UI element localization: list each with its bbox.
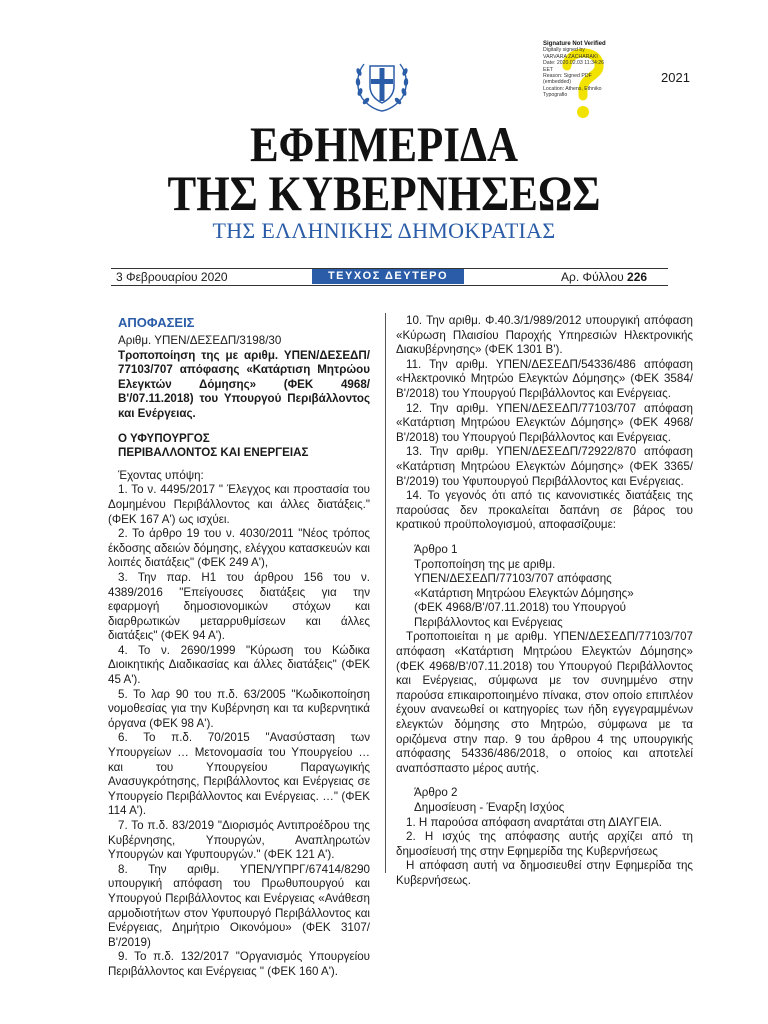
list-item: 8. Την αριθμ. ΥΠΕΝ/ΥΠΡΓ/67414/8290 υπουργική απόφαση του Πρωθυπουργού και Υπουργού Περιβάλλοντος και Ενέργειας «Ανάθεση αρμοδιοτήτων στον Υφυπουργό Περιβάλλοντος και Ενέργειας, Δημήτριο Οικονόμου» (ΦΕΚ 3107/Β'/2019) [108, 862, 370, 949]
list-item: 3. Την παρ. Η1 του άρθρου 156 του ν. 4389/2016 "Επείγουσες διατάξεις για την εφαρμογή δημοσιονομικών στόχων και διαρθρωτικών μεταρρυθμίσεων και άλλες διατάξεις" (ΦΕΚ 94 Α'). [108, 570, 370, 643]
minister-title [118, 432, 370, 461]
list-item: 6. Το π.δ. 70/2015 "Ανασύσταση των Υπουργείων … Μετονομασία του Υπουργείου … και του Υπουργείου Παραγωγικής Ανασυγκρότησης, Περιβάλλοντος και Ενέργειας σε Υπουργείο Περιβάλλοντος και Ενέργειας. …" (ΦΕΚ 114 Α'). [108, 731, 370, 818]
gazette-title-line1: ΕΦΗΜΕΡΙΔΑ [249, 116, 519, 172]
issue-date: 3 Φεβρουαρίου 2020 [116, 270, 228, 284]
article-1-body: Τροποποιείται η με αριθμ. ΥΠΕΝ/ΔΕΣΕΔΠ/77103/707 απόφαση «Κατάρτιση Μητρώου Ελεγκτών Δόμησης» (ΦΕΚ 4968/Β'/07.11.2018) του Υπουργού Περιβάλλοντος και Ενέργειας, σύμφωνα με τον συνημμένο στην παρούσα επικαιροποιημένο πίνακα, στον οποίο επιπλέον έχουν ανανεωθεί οι κατηγορίες των ήδη εγγεγραμμένων ελεγκτών δόμησης στο Μητρώο, σύμφωνα με τα οριζόμενα στην παρ. 9 του άρθρου 4 της υπουργικής απόφασης 54336/486/2018, ο οποίος και αποτελεί αναπόσπαστο μέρος αυτής. [396, 630, 693, 775]
list-item: 9. Το π.δ. 132/2017 "Οργανισμός Υπουργείου Περιβάλλοντος και Ενέργειας " (ΦΕΚ 160 Α'). [108, 950, 370, 978]
list-item: 13. Την αριθμ. ΥΠΕΝ/ΔΕΣΕΔΠ/72922/870 απόφαση «Κατάρτιση Μητρώου Ελεγκτών Δόμησης» (ΦΕΚ 3365/ Β'/2019) του Υφυπουργού Περιβάλλοντος και Ενέργειας. [396, 445, 693, 488]
section-heading: ΑΠΟΦΑΣΕΙΣ [118, 315, 195, 330]
article-subtitle-line: ΥΠΕΝ/ΔΕΣΕΔΠ/77103/707 απόφασης [414, 572, 612, 586]
sheet-number [561, 270, 647, 284]
article-subtitle-line: Δημοσίευση - Έναρξη Ισχύος [414, 801, 565, 814]
signature-line: Location: Athens, Ethniko [543, 85, 602, 92]
preamble: Έχοντας υπόψη: [118, 468, 204, 482]
gazette-subtitle: ΤΗΣ ΕΛΛΗΝΙΚΗΣ ΔΗΜΟΚΡΑΤΙΑΣ [212, 218, 556, 243]
issue-badge: ΤΕΥΧΟΣ ΔΕΥΤΕΡΟ [312, 269, 464, 284]
signature-info[interactable] [543, 41, 613, 99]
article-1-heading [414, 543, 693, 631]
sheet-number-value: 226 [627, 270, 648, 284]
gazette-title-line2: ΤΗΣ ΚΥΒΕΡΝΗΣΕΩΣ [167, 165, 601, 221]
signature-line: EET [543, 66, 554, 73]
list-item: 5. Το λαρ 90 του π.δ. 63/2005 "Κωδικοποίηση νομοθεσίας για την Κυβέρνηση και τα κυβερνητικά όργανα (ΦΕΚ 98 Α'). [108, 687, 370, 730]
signature-line: Typografio [543, 92, 568, 99]
article-title: Άρθρο 1 [414, 542, 458, 556]
greek-coat-of-arms-icon [350, 52, 414, 116]
decision-number: Αριθμ. ΥΠΕΝ/ΔΕΣΕΔΠ/3198/30 [118, 334, 282, 347]
list-item: 1. Το ν. 4495/2017 " Έλεγχος και προστασία του Δομημένου Περιβάλλοντος και άλλες διατάξεις." (ΦΕΚ 167 Α') ως ισχύει. [108, 483, 370, 526]
article-subtitle-line: (ΦΕΚ 4968/Β'/07.11.2018) του Υπουργού [414, 601, 626, 615]
list-item: 4. Το ν. 2690/1999 "Κύρωση του Κώδικα Διοικητικής Διαδικασίας και άλλες διατάξεις" (ΦΕΚ 45 Α'). [108, 643, 370, 687]
list-item: 7. Το π.δ. 83/2019 "Διορισμός Αντιπροέδρου της Κυβέρνησης, Υπουργών, Αναπληρωτών Υπουργών και Υφυπουργών." (ΦΕΚ 121 Α'). [108, 819, 370, 862]
list-item: 14. Το γεγονός ότι από τις κανονιστικές διατάξεις της παρούσας δεν προκαλείται δαπάνη σε βάρος του κρατικού προϋπολογισμού, αποφασίζουμε: [396, 489, 693, 532]
list-item: 11. Την αριθμ. ΥΠΕΝ/ΔΕΣΕΔΠ/54336/486 απόφαση «Ηλεκτρονικό Μητρώο Ελεγκτών Δόμησης» (ΦΕΚ 3584/ Β'/2018) του Υπουργού Περιβάλλοντος και Ενέργειας. [396, 357, 693, 400]
list-item: 1. Η παρούσα απόφαση αναρτάται στη ΔΙΑΥΓΕΙΑ. [406, 815, 662, 829]
list-item: 2. Η ισχύς της απόφασης αυτής αρχίζει από τη δημοσίευσή της στην Εφημερίδα της Κυβερνήσεως [396, 830, 693, 858]
sheet-number-label: Αρ. Φύλλου [561, 270, 624, 284]
header-rule-bottom [111, 285, 668, 286]
article-subtitle-line: Περιβάλλοντος και Ενέργειας [414, 615, 563, 629]
signature-line: Date: 2020.02.03 11:34:26 [543, 60, 605, 67]
signature-line: Reason: Signed PDF [543, 73, 592, 80]
minister-title-line: Ο ΥΦΥΠΟΥΡΓΟΣ [118, 431, 210, 445]
signature-line: VARVARA ZACHARAKI [543, 53, 598, 60]
article-subtitle-line: Τροποποίηση της με αριθμ. [414, 557, 556, 571]
left-column [108, 314, 370, 980]
signature-line: Digitally signed by [543, 47, 585, 54]
signature-heading: Signature Not Verified [543, 41, 606, 47]
list-item: 12. Την αριθμ. ΥΠΕΝ/ΔΕΣΕΔΠ/77103/707 απόφαση «Κατάρτιση Μητρώου Ελεγκτών Δόμησης» (ΦΕΚ 4968/ Β'/2018) του Υπουργού Περιβάλλοντος και Ενέργειας. [396, 401, 693, 444]
column-divider [385, 313, 386, 873]
list-item: 2. Το άρθρο 19 του ν. 4030/2011 "Νέος τρόπος έκδοσης αδειών δόμησης, ελέγχου κατασκευών και λοιπές διατάξεις" (ΦΕΚ 249 Α'), [108, 527, 370, 570]
list-item: 10. Την αριθμ. Φ.40.3/1/989/2012 υπουργική απόφαση «Κύρωση Πλαισίου Παροχής Υπηρεσιών Ηλεκτρονικής Διακυβέρνησης» (ΦΕΚ 1301 Β'). [396, 314, 693, 357]
article-subtitle-line: «Κατάρτιση Μητρώου Ελεγκτών Δόμησης» [414, 586, 634, 600]
signature-line: (embedded) [543, 79, 571, 86]
article-title: Άρθρο 2 [414, 786, 458, 800]
right-column [396, 314, 693, 889]
article-2-heading [414, 786, 693, 815]
decision-title: Τροποποίηση της με αριθμ. ΥΠΕΝ/ΔΕΣΕΔΠ/ 77103/707 απόφασης «Κατάρτιση Μητρώου Ελεγκτών Δόμησης» (ΦΕΚ 4968/Β'/07.11.2018) του Υπουργού Περιβάλλοντος και Ενέργειας. [118, 348, 370, 420]
minister-title-line: ΠΕΡΙΒΑΛΛΟΝΤΟΣ ΚΑΙ ΕΝΕΡΓΕΙΑΣ [118, 446, 309, 460]
year-label: 2021 [661, 70, 690, 85]
closing-statement: Η απόφαση αυτή να δημοσιευθεί στην Εφημερίδα της Κυβερνήσεως. [396, 859, 693, 887]
